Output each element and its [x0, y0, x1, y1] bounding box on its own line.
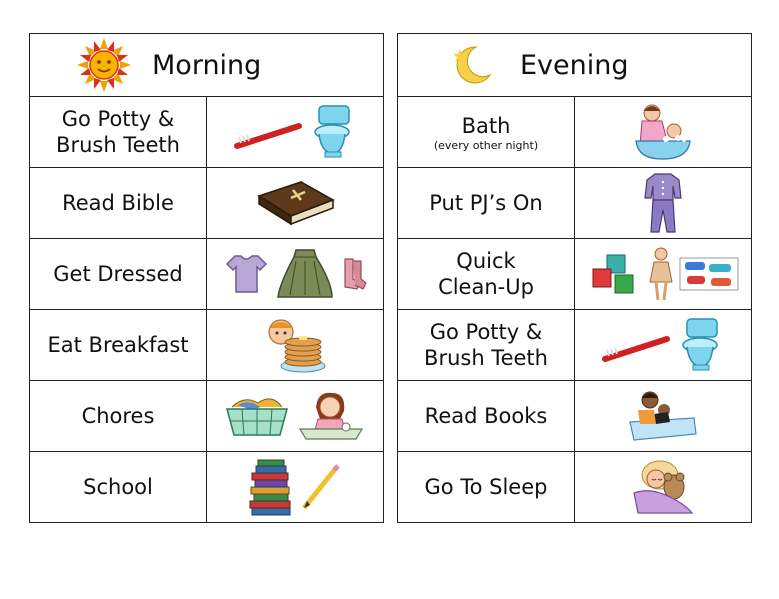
- evening-header: [398, 34, 752, 97]
- task-image-cell: [575, 452, 752, 523]
- evening-row-sleep: [398, 452, 752, 523]
- evening-row-potty: [398, 310, 752, 381]
- girl-cleaning-icon: [296, 389, 366, 443]
- task-label: Put PJ’s On: [398, 168, 575, 239]
- task-image-cell: [575, 239, 752, 310]
- task-label: Read Books: [398, 381, 575, 452]
- task-image-cell: [575, 381, 752, 452]
- toothbrush-icon: [601, 325, 673, 365]
- task-image-cell: [207, 381, 384, 452]
- pajamas-icon: [643, 170, 683, 236]
- toilet-icon: [679, 317, 725, 373]
- socks-icon: [341, 257, 367, 291]
- bible-icon: [253, 178, 337, 228]
- evening-row-books: [398, 381, 752, 452]
- morning-row-dressed: [30, 239, 384, 310]
- task-label: School: [30, 452, 207, 523]
- toilet-icon: [311, 104, 357, 160]
- task-image-cell: [575, 310, 752, 381]
- reading-icon: [624, 388, 702, 444]
- morning-header: [30, 34, 384, 97]
- task-note: (every other night): [433, 138, 539, 152]
- skirt-icon: [274, 247, 336, 301]
- morning-row-breakfast: [30, 310, 384, 381]
- laundry-basket-icon: [224, 393, 290, 439]
- bath-icon: [632, 101, 694, 163]
- morning-row-chores: [30, 381, 384, 452]
- task-image-cell: [575, 97, 752, 168]
- sleeping-child-icon: [630, 457, 696, 517]
- toy-cars-icon: [679, 254, 739, 294]
- task-image-cell: [207, 452, 384, 523]
- task-image-cell: [207, 97, 384, 168]
- task-label: Read Bible: [30, 168, 207, 239]
- morning-title: Morning: [152, 49, 262, 81]
- blocks-icon: [587, 251, 643, 297]
- task-image-cell: [207, 310, 384, 381]
- evening-row-bath: [398, 97, 752, 168]
- task-label: Get Dressed: [30, 239, 207, 310]
- shirt-icon: [223, 252, 269, 296]
- morning-row-school: [30, 452, 384, 523]
- task-label: Eat Breakfast: [30, 310, 207, 381]
- evening-row-cleanup: [398, 239, 752, 310]
- books-icon: [246, 458, 294, 516]
- task-label: Quick Clean-Up: [398, 239, 575, 310]
- doll-icon: [648, 246, 674, 302]
- morning-row-bible: [30, 168, 384, 239]
- moon-icon: [450, 43, 494, 87]
- toothbrush-icon: [233, 112, 305, 152]
- task-label: Go Potty & Brush Teeth: [30, 97, 207, 168]
- task-label: Go To Sleep: [398, 452, 575, 523]
- task-label: Bath (every other night): [398, 97, 575, 168]
- evening-title: Evening: [520, 49, 629, 81]
- morning-chart: [29, 33, 384, 523]
- pencil-icon: [300, 462, 344, 512]
- evening-row-pjs: [398, 168, 752, 239]
- morning-row-potty: [30, 97, 384, 168]
- task-image-cell: [575, 168, 752, 239]
- sun-icon: [74, 36, 134, 94]
- task-label: Chores: [30, 381, 207, 452]
- task-image-cell: [207, 239, 384, 310]
- task-label: Go Potty & Brush Teeth: [398, 310, 575, 381]
- task-image-cell: [207, 168, 384, 239]
- evening-chart: [397, 33, 752, 523]
- pancakes-icon: [263, 316, 327, 374]
